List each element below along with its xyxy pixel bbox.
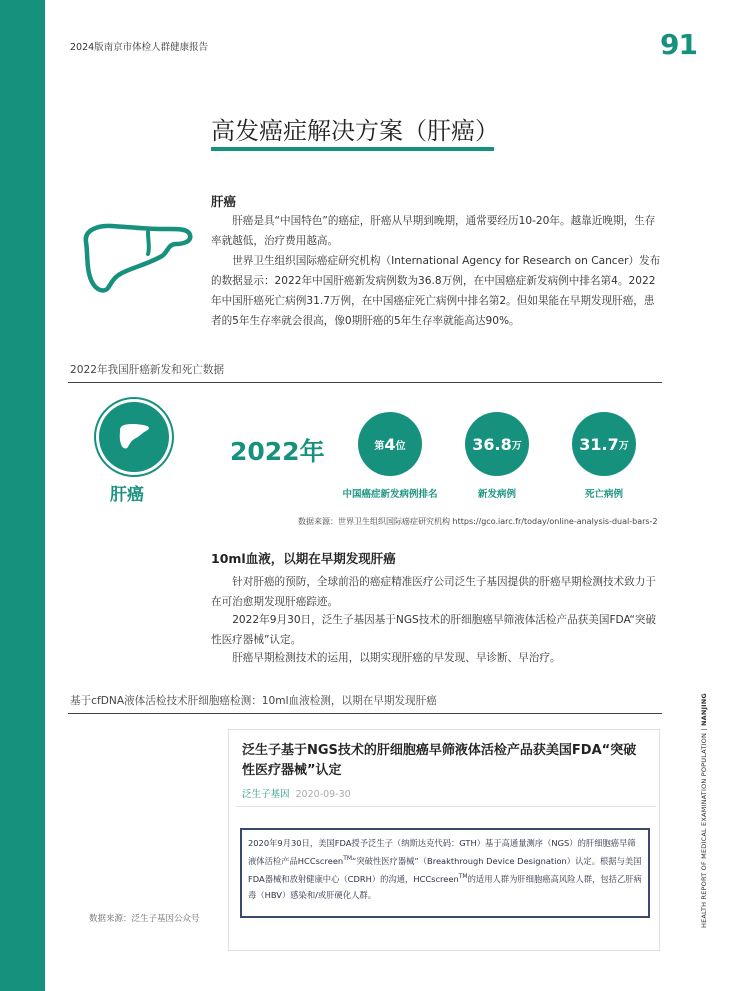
news-card-body-part2: “突破性医疗器械”（Breakthrough Device Designation）认定。根据与美国FDA器械和放射健康中心（CDRH）的沟通，HCCscreen [248,855,642,884]
stats-caption: 2022年我国肝癌新发和死亡数据 [70,364,225,376]
stat-rank-suffix: 位 [395,440,406,452]
cfdna-source: 数据来源：泛生子基因公众号 [89,914,200,924]
intro-paragraph-2: 世界卫生组织国际癌症研究机构（International Agency for Research on Cancer）发布的数据显示：2022年中国肝癌新发病例数为36.8万例，在中国癌症新发病例中排名第4。2022年中国肝癌死亡病例31.7万例，在中国癌症死亡病例中排名第2。但如果能在早期发现肝癌，患者的5年生存率就会很高，像0期肝癌的5年生存率就能高达90%。 [211,255,661,327]
stat-circle-rank [358,412,422,476]
stat-circle-deaths [572,412,636,476]
liver-icon [118,422,150,450]
stat-rank-prefix: 第 [374,440,385,452]
intro-title: 肝癌 [211,194,237,209]
stat-rank-value: 4 [384,434,396,454]
detection-paragraph-3: 肝癌早期检测技术的运用，以期实现肝癌的早发现、早诊断、早治疗。 [232,652,561,664]
news-card-meta [242,786,351,800]
liver-badge-label: 肝癌 [110,485,144,505]
side-text-left: HEALTH REPORT OF MEDICAL EXAMINATION POPULATION [700,732,708,928]
stat-new-cases-unit: 万 [511,440,522,452]
news-card-body-part1: 2020年9月30日，美国FDA授予泛生子（纳斯达克代码：GTH）基于高通量测序（NGS）的肝细胞癌早筛液体活检产品HCCscreen [248,838,636,866]
detection-paragraph-1: 针对肝癌的预防，全球前沿的癌症精准医疗公司泛生子基因提供的肝癌早期检测技术致力于在可治愈期发现肝癌踪迹。 [211,576,656,608]
news-card-divider [236,806,656,807]
stat-circle-new-cases [465,412,529,476]
stat-deaths-unit: 万 [618,440,629,452]
liver-outline-icon [78,222,196,294]
stat-rank-label: 中国癌症新发病例排名 [342,489,438,500]
stat-deaths-value: 31.7 [579,434,619,454]
side-text-right: NANJING [700,693,708,727]
title-underline [211,147,494,151]
page-title: 高发癌症解决方案（肝癌） [211,117,499,145]
news-card-title: 泛生子基于NGS技术的肝细胞癌早筛液体活检产品获美国FDA“突破性医疗器械”认定 [242,743,637,778]
page-number: 91 [660,28,697,61]
stats-divider [68,382,662,383]
cfdna-caption: 基于cfDNA液体活检技术肝细胞癌检测：10ml血液检测，以期在早期发现肝癌 [70,695,437,707]
detection-title: 10ml血液，以期在早期发现肝癌 [211,551,396,566]
news-card-body-part3: 的适用人群为肝细胞癌高风险人群，包括乙肝病毒（HBV）感染和/或肝硬化人群。 [248,873,642,900]
news-card-source: 泛生子基因 [242,789,290,800]
news-card-date: 2020-09-30 [295,789,351,800]
detection-paragraph-2: 2022年9月30日，泛生子基因基于NGS技术的肝细胞癌早筛液体活检产品获美国FDA“突破性医疗器械”认定。 [211,614,657,646]
news-card-body [248,835,643,903]
trademark-sup-2: TM [458,872,468,880]
year-label: 2022年 [230,437,325,466]
stat-deaths-label: 死亡病例 [584,489,623,500]
report-title: 2024版南京市体检人群健康报告 [70,42,209,53]
stat-new-cases-value: 36.8 [472,434,512,454]
cfdna-divider [68,713,662,714]
vertical-side-text [700,668,712,928]
stat-new-cases-label: 新发病例 [477,489,516,500]
trademark-sup-1: TM [343,855,353,862]
liver-badge [99,402,169,472]
side-text-separator: | [700,726,708,733]
left-color-bar [0,0,45,991]
intro-paragraph-1: 肝癌是具“中国特色”的癌症，肝癌从早期到晚期，通常要经历10-20年。越靠近晚期，生存率就越低，治疗费用越高。 [211,215,656,247]
stats-source: 数据来源：世界卫生组织国际癌症研究机构 https://gco.iarc.fr/today/online-analysis-dual-bars-2 [298,517,658,526]
